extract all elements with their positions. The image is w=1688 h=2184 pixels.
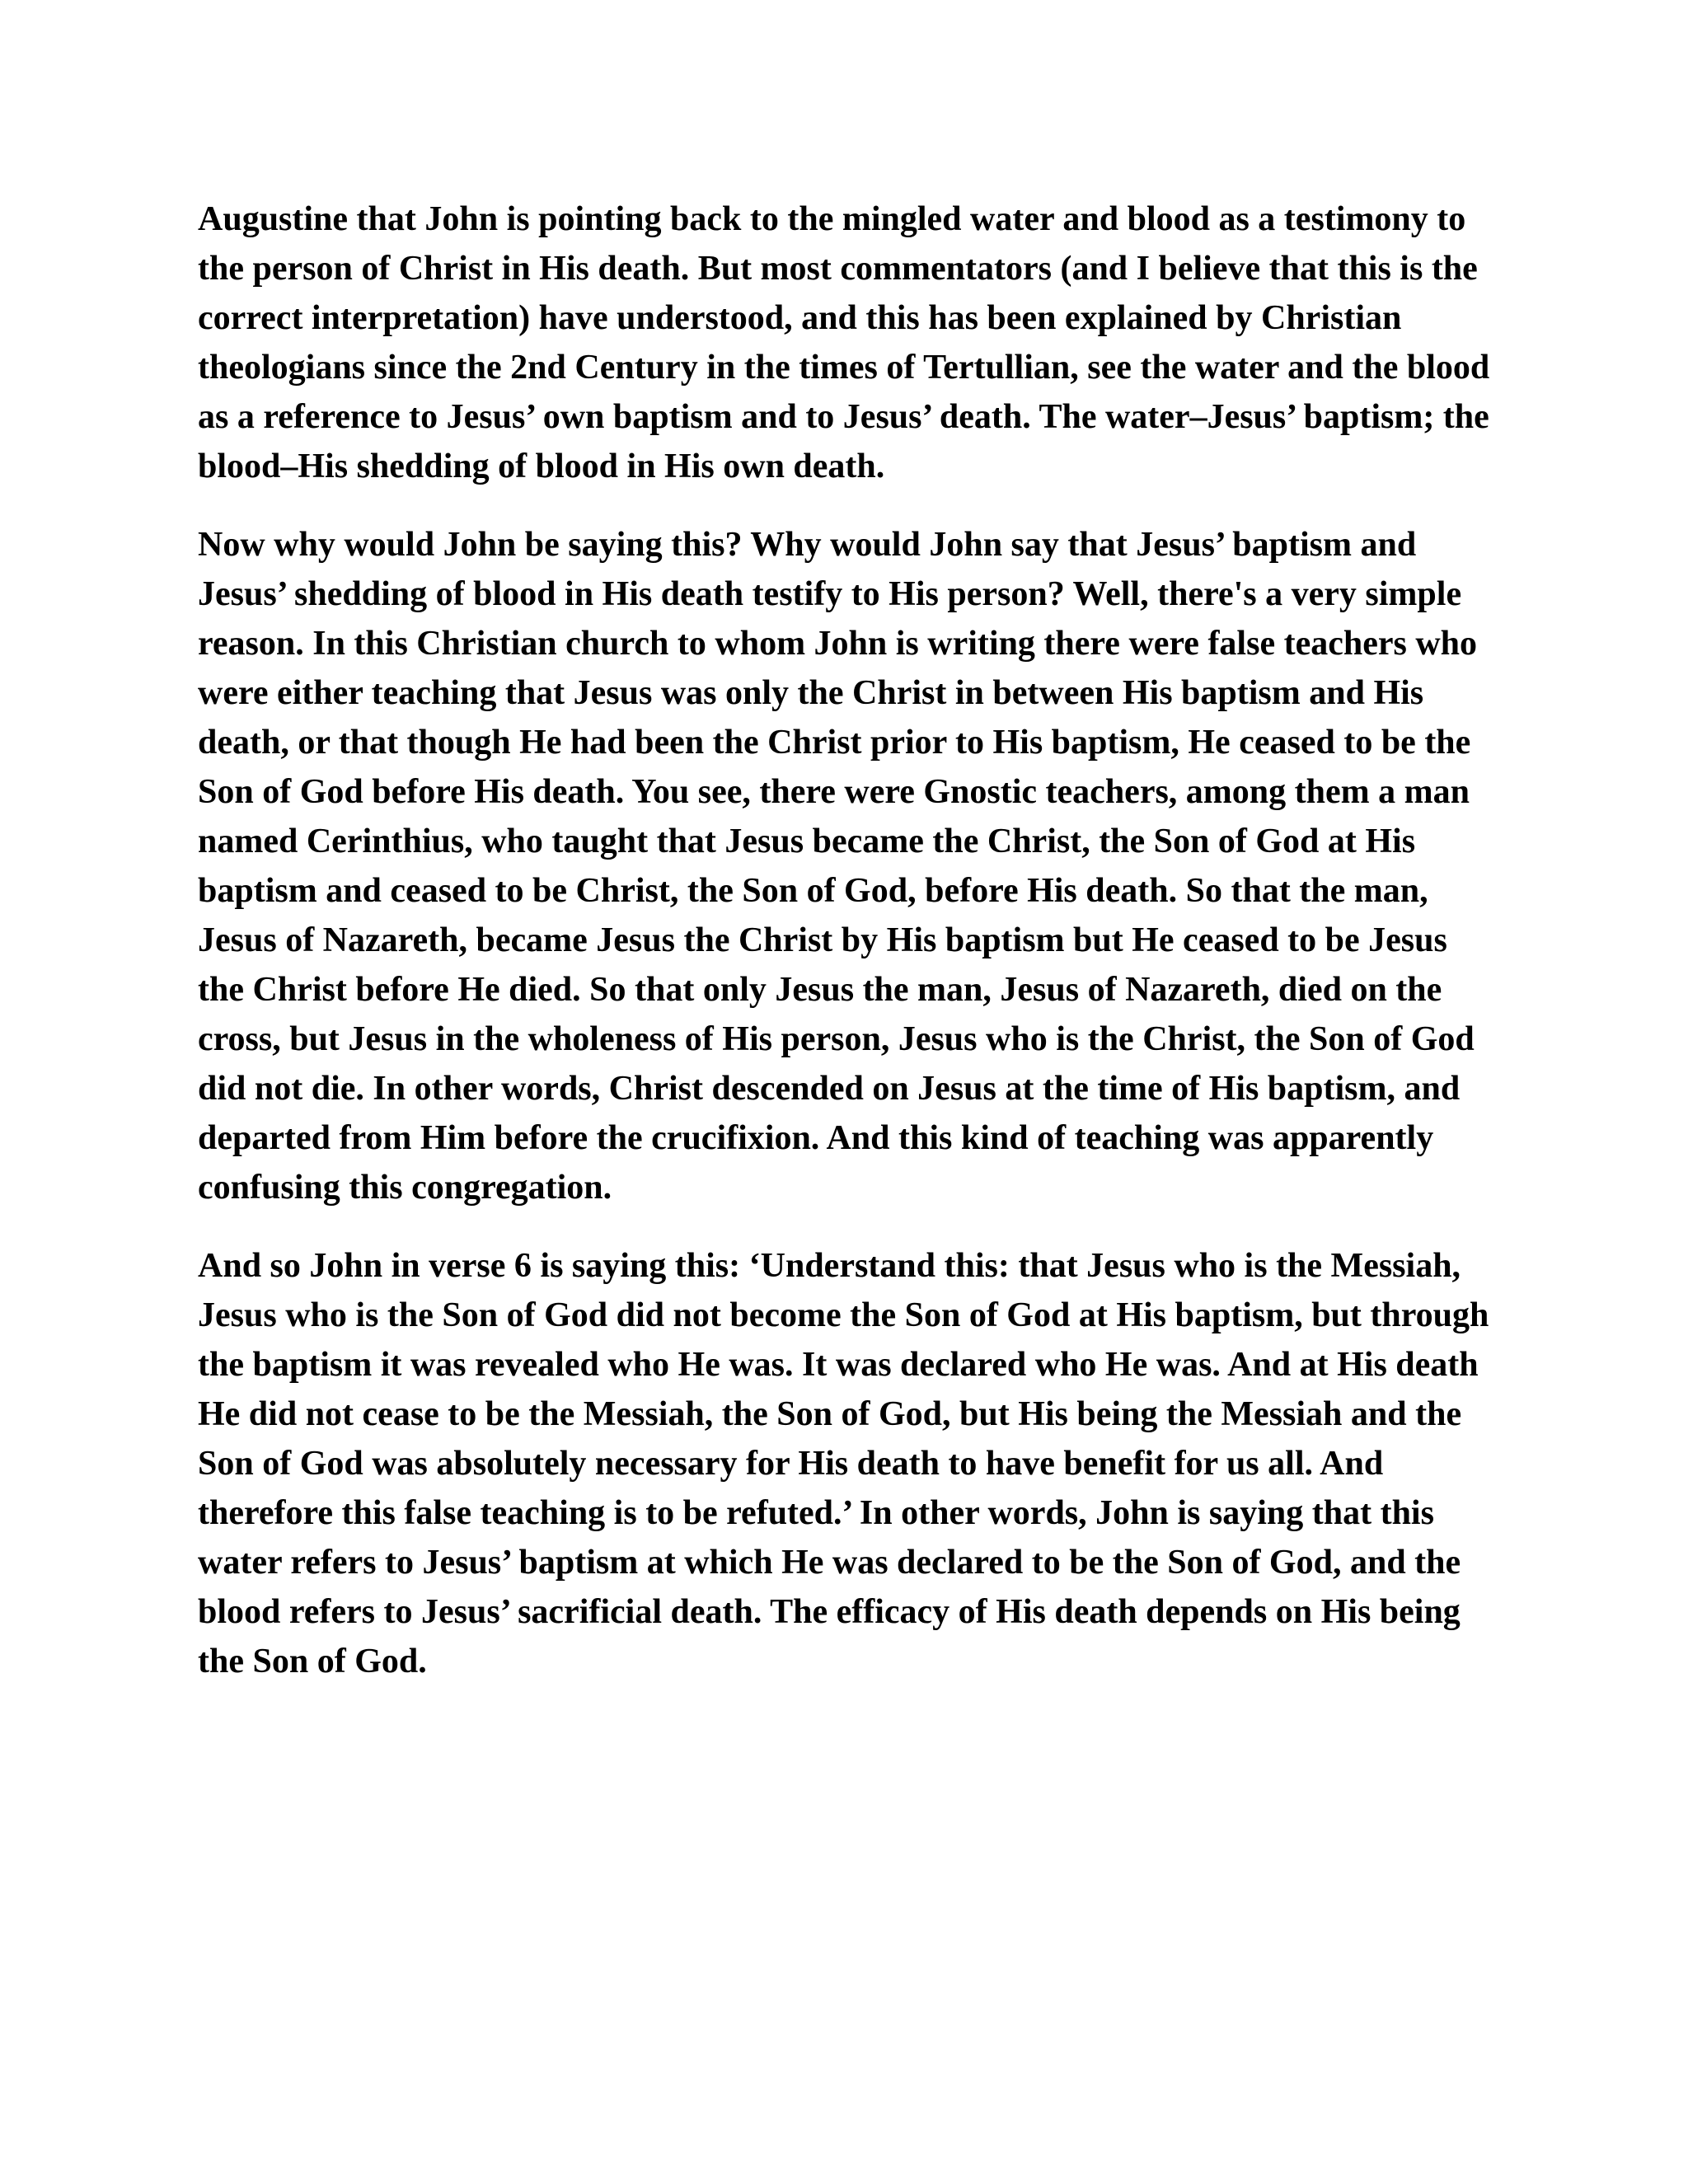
document-body [198, 194, 1492, 1715]
paragraph-3: And so John in verse 6 is saying this: ‘Understand this: that Jesus who is the Messiah, Jesus who is the Son of God did not become the Son of God at His baptism, but through the baptism it was revealed who He was. It was declared who He was. And at His death He did not cease to be the Messiah, the Son of God, but His being the Messiah and the Son of God was absolutely necessary for His death to have benefit for us all. And therefore this false teaching is to be refuted.’ In other words, John is saying that this water refers to Jesus’ baptism at which He was declared to be the Son of God, and the blood refers to Jesus’ sacrificial death. The efficacy of His death depends on His being the Son of God. [198, 1247, 1489, 1680]
paragraph-1: Augustine that John is pointing back to the mingled water and blood as a testimony to the person of Christ in His death. But most commentators (and I believe that this is the correct interpretation) have understood, and this has been explained by Christian theologians since the 2nd Century in the times of Tertullian, see the water and the blood as a reference to Jesus’ own baptism and to Jesus’ death. The water–Jesus’ baptism; the blood–His shedding of blood in His own death. [198, 200, 1490, 485]
paragraph-2: Now why would John be saying this? Why would John say that Jesus’ baptism and Jesus’ shedding of blood in His death testify to His person? Well, there's a very simple reason. In this Christian church to whom John is writing there were false teachers who were either teaching that Jesus was only the Christ in between His baptism and His death, or that though He had been the Christ prior to His baptism, He ceased to be the Son of God before His death. You see, there were Gnostic teachers, among them a man named Cerinthius, who taught that Jesus became the Christ, the Son of God at His baptism and ceased to be Christ, the Son of God, before His death. So that the man, Jesus of Nazareth, became Jesus the Christ by His baptism but He ceased to be Jesus the Christ before He died. So that only Jesus the man, Jesus of Nazareth, died on the cross, but Jesus in the wholeness of His person, Jesus who is the Christ, the Son of God did not die. In other words, Christ descended on Jesus at the time of His baptism, and departed from Him before the crucifixion. And this kind of teaching was apparently confusing this congregation. [198, 526, 1478, 1207]
